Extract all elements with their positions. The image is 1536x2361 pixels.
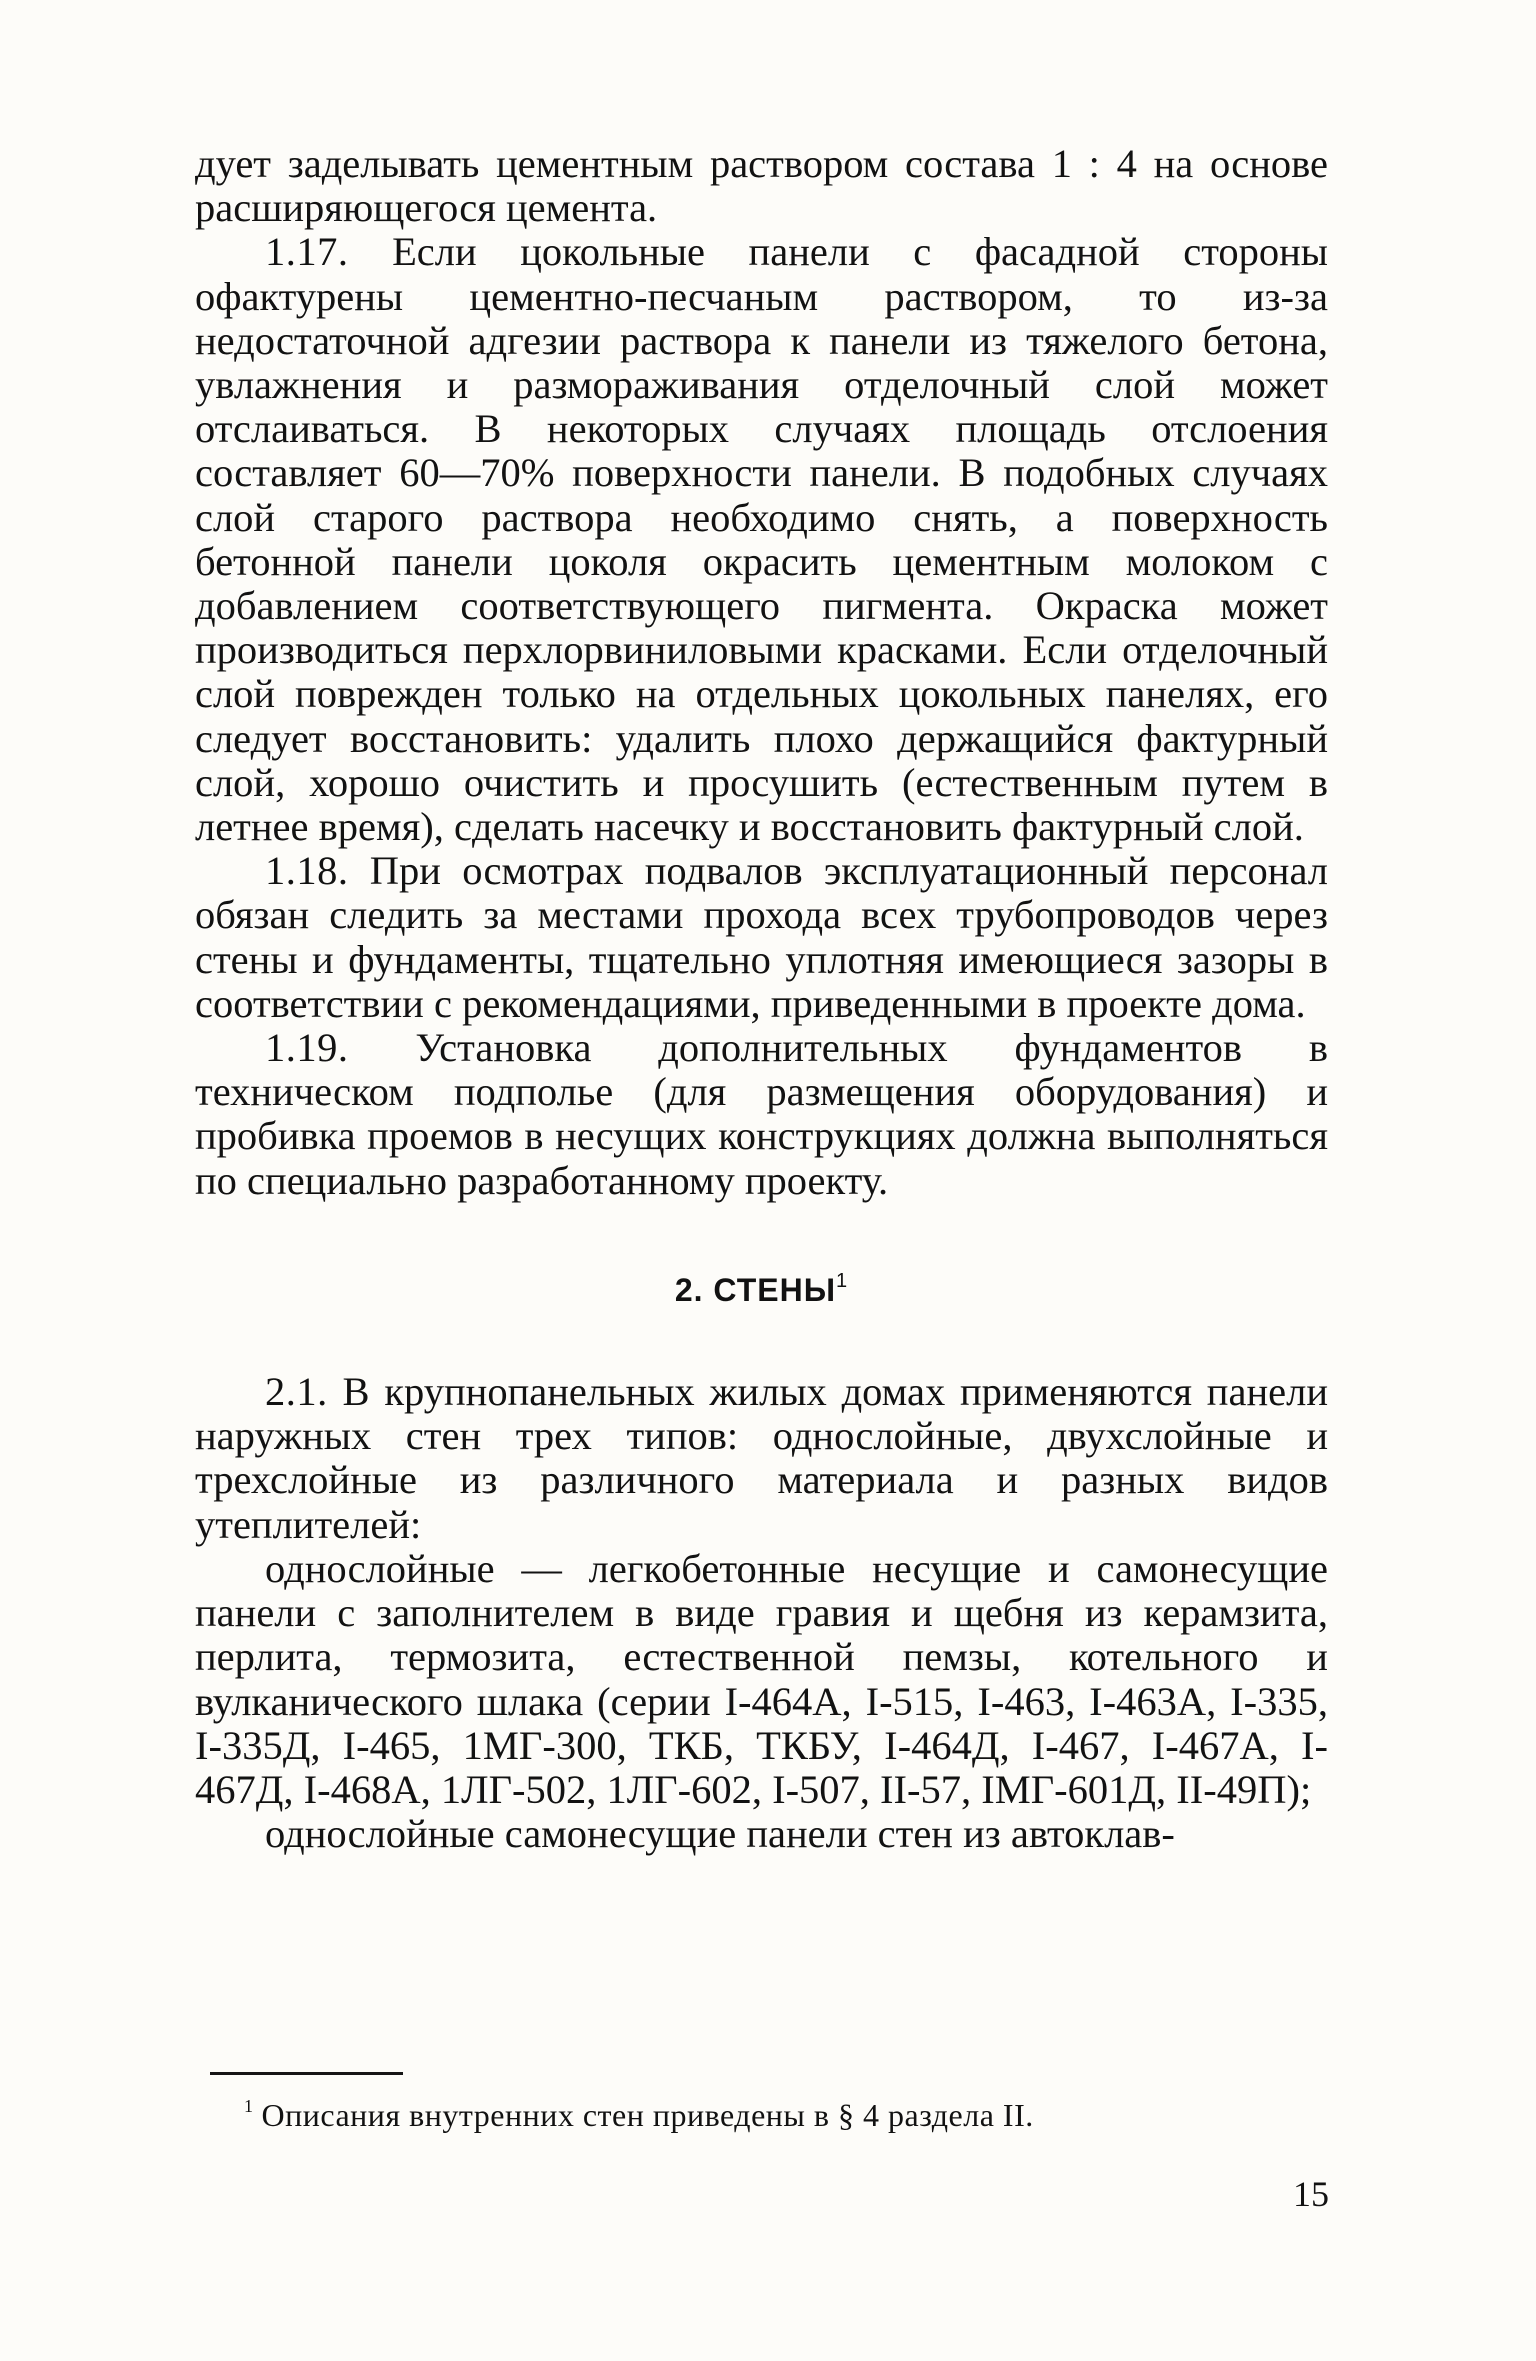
- footnote-divider: [210, 2072, 403, 2075]
- main-text: [195, 142, 1328, 1856]
- paragraph-1-19: [195, 1026, 1328, 1203]
- page-number: 15: [1293, 2174, 1329, 2214]
- footnote-mark: 1: [836, 1269, 849, 1292]
- paragraph-1-18: [195, 849, 1328, 1026]
- footnote: [244, 2086, 1034, 2135]
- section-heading: [195, 1259, 1328, 1312]
- paragraph-text: В крупнопанельных жилых домах применяются панели наружных стен трех типов: однослойные, двухслойные и трехслойные из различного материала и разных видов утеплителей:: [195, 1369, 1328, 1547]
- paragraph-number: 1.18.: [265, 848, 349, 894]
- paragraph-text: Установка дополнительных фундаментов в техническом подполье (для размещения оборудования) и пробивка проемов в несущих конструкциях должна выполняться по специально разработанному проекту.: [195, 1025, 1329, 1203]
- paragraph-text: Если цокольные панели с фасадной стороны офактурены цементно-песчаным раствором, то из-за недостаточной адгезии раствора к панели из тяжелого бетона, увлажнения и размораживания отделочный слой может отслаиваться. В некоторых случаях площадь отслоения составляет 60—70% поверхности панели. В подобных случаях слой старого раствора необходимо снять, а поверхность бетонной панели цоколя окрасить цементным молоком с добавлением соответствующего пигмента. Окраска может производиться перхлорвиниловыми красками. Если отделочный слой поврежден только на отдельных цокольных панелях, его следует восстановить: удалить плохо держащийся фактурный слой, хорошо очистить и просушить (естественным путем в летнее время), сделать насечку и восстановить фактурный слой.: [195, 229, 1329, 850]
- continuation-paragraph: дует заделывать цементным раствором состава 1 : 4 на основе расширяющегося цемента.: [195, 141, 1328, 231]
- paragraph-number: 1.17.: [265, 229, 349, 275]
- section-title: 2. СТЕНЫ: [674, 1271, 837, 1308]
- paragraph-single-layer: однослойные — легкобетонные несущие и самонесущие панели с заполнителем в виде гравия и щебня из керамзита, перлита, термозита, естественной пемзы, котельного и вулканического шлака (серии I-464А, I-515, I-463, I-463А, I-335, I-335Д, I-465, 1МГ-300, ТКБ, ТКБУ, I-464Д, I-467, I-467А, I-467Д, I-468А, 1ЛГ-502, 1ЛГ-602, I-507, II-57, IМГ-601Д, II-49П);: [195, 1545, 1328, 1812]
- footnote-mark: 1: [244, 2096, 254, 2116]
- paragraph-2-1: [195, 1370, 1328, 1547]
- paragraph-number: 2.1.: [265, 1369, 328, 1415]
- footnote-text: Описания внутренних стен приведены в § 4 раздела II.: [261, 2097, 1034, 2133]
- paragraph-number: 1.19.: [265, 1025, 349, 1071]
- paragraph-autoclave: однослойные самонесущие панели стен из автоклав-: [265, 1811, 1175, 1857]
- paragraph-1-17: [195, 230, 1328, 849]
- paragraph-text: При осмотрах подвалов эксплуатационный персонал обязан следить за местами прохода всех трубопроводов через стены и фундаменты, тщательно уплотняя имеющиеся зазоры в соответствии с рекомендациями, приведенными в проекте дома.: [195, 848, 1328, 1026]
